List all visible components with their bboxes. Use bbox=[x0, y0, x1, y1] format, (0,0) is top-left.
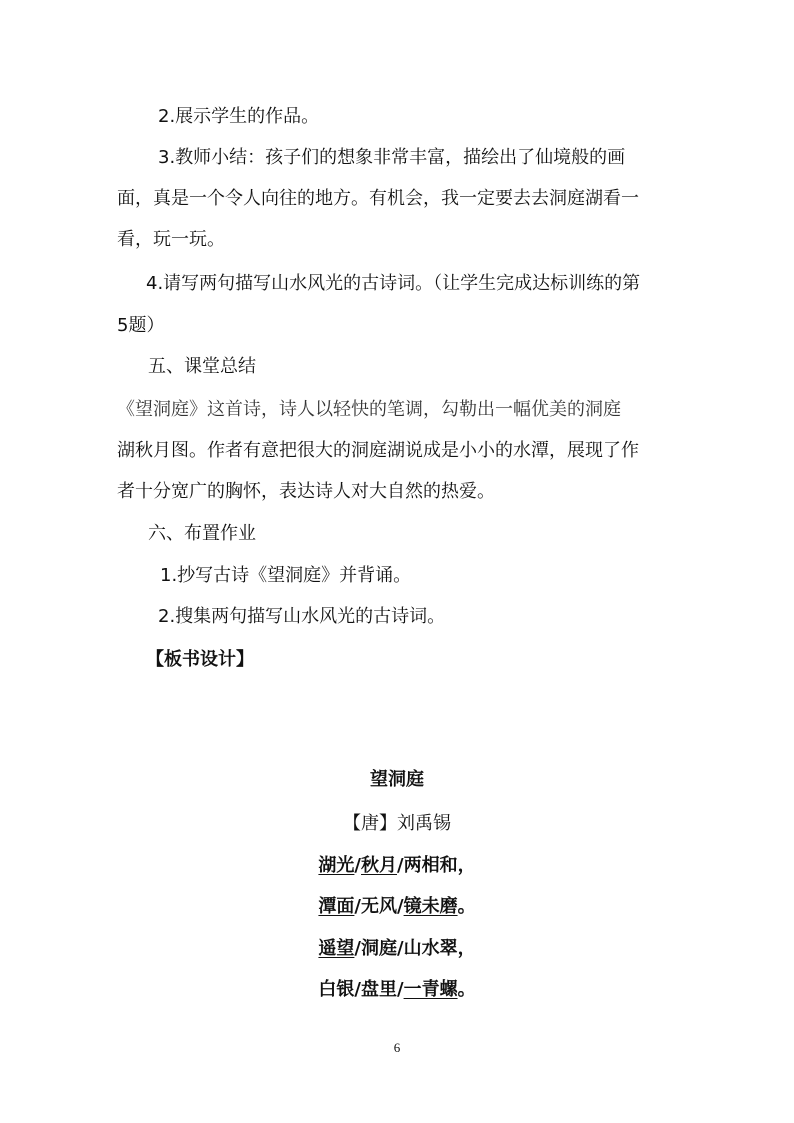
body-line-teacher-summary-end: 看，玩一玩。 bbox=[117, 229, 225, 250]
poem-title: 望洞庭 bbox=[370, 769, 424, 790]
summary-paragraph-line-3: 者十分宽广的胸怀，表达诗人对大自然的热爱。 bbox=[117, 481, 495, 502]
section-heading-homework: 六、布置作业 bbox=[148, 523, 256, 544]
poem-separator: / bbox=[397, 938, 404, 959]
poem-phrase: 山水翠， bbox=[403, 938, 476, 959]
homework-item-1: 1.抄写古诗《望洞庭》并背诵。 bbox=[160, 565, 412, 586]
homework-item-2: 2.搜集两句描写山水风光的古诗词。 bbox=[158, 606, 446, 627]
poem-phrase: 一青螺 bbox=[403, 979, 458, 1000]
page-number: 6 bbox=[393, 1040, 401, 1055]
poem-phrase: 遥望 bbox=[318, 938, 355, 959]
poem-phrase: 镜未磨 bbox=[403, 896, 458, 917]
body-line-teacher-summary-cont: 面，真是一个令人向往的地方。有机会，我一定要去去洞庭湖看一 bbox=[117, 188, 639, 209]
body-line-teacher-summary: 3.教师小结：孩子们的想象非常丰富，描绘出了仙境般的画 bbox=[158, 147, 626, 168]
poem-separator: / bbox=[354, 979, 361, 1000]
poem-line-4 bbox=[0, 978, 794, 1002]
poem-separator: / bbox=[354, 855, 361, 876]
poem-phrase: 两相和， bbox=[403, 855, 476, 876]
poem-line-1 bbox=[0, 854, 794, 878]
poem-separator: / bbox=[397, 979, 404, 1000]
poem-phrase: 秋月 bbox=[361, 855, 397, 876]
poem-phrase: 洞庭 bbox=[361, 938, 397, 959]
poem-author: 【唐】刘禹锡 bbox=[343, 813, 451, 834]
poem-line-2 bbox=[0, 895, 794, 919]
summary-paragraph-line-2: 湖秋月图。作者有意把很大的洞庭湖说成是小小的水潭，展现了作 bbox=[117, 440, 639, 461]
poem-phrase: 湖光 bbox=[318, 855, 355, 876]
body-line-activity-2: 2.展示学生的作品。 bbox=[158, 106, 320, 127]
poem-punct: 。 bbox=[457, 979, 476, 1000]
blackboard-design-heading: 【板书设计】 bbox=[146, 649, 254, 670]
body-line-activity-4: 4.请写两句描写山水风光的古诗词。（让学生完成达标训练的第 bbox=[146, 273, 641, 294]
poem-punct: 。 bbox=[457, 896, 476, 917]
summary-paragraph-line-1: 《望洞庭》这首诗，诗人以轻快的笔调，勾勒出一幅优美的洞庭 bbox=[117, 399, 621, 420]
poem-separator: / bbox=[397, 855, 404, 876]
poem-phrase: 潭面 bbox=[318, 896, 355, 917]
poem-separator: / bbox=[397, 896, 404, 917]
poem-separator: / bbox=[354, 938, 361, 959]
poem-phrase: 无风 bbox=[361, 896, 397, 917]
poem-separator: / bbox=[354, 896, 361, 917]
poem-phrase: 盘里 bbox=[361, 979, 397, 1000]
poem-phrase: 白银 bbox=[318, 979, 355, 1000]
poem-line-3 bbox=[0, 937, 794, 961]
body-line-activity-4-cont: 5题） bbox=[117, 315, 165, 336]
section-heading-summary: 五、课堂总结 bbox=[148, 356, 256, 377]
